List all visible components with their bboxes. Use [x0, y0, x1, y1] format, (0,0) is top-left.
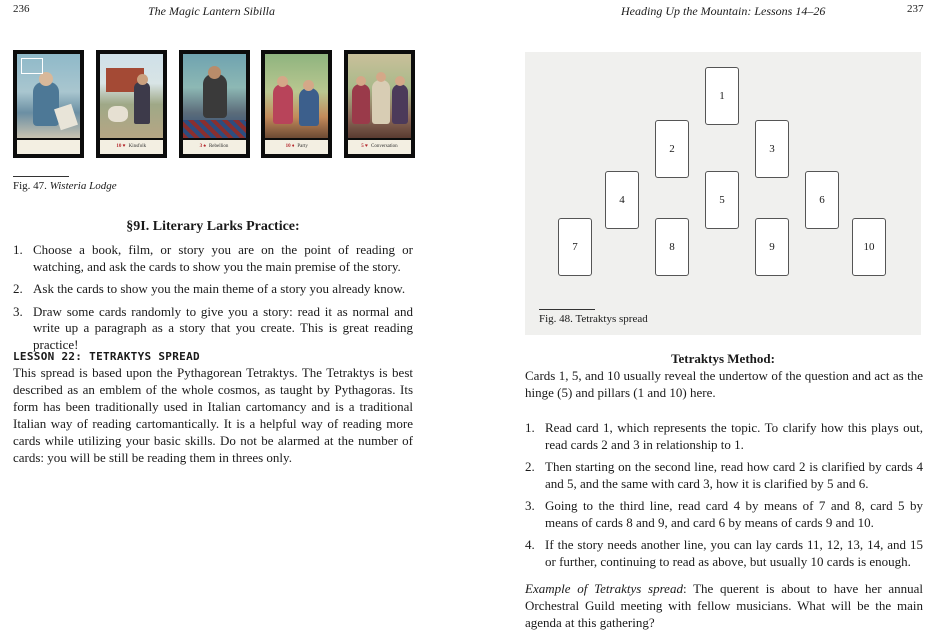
spread-position: 3	[755, 120, 789, 178]
caption-rule	[539, 309, 595, 310]
tarot-card	[344, 50, 415, 158]
tarot-card	[179, 50, 250, 158]
spread-position: 2	[655, 120, 689, 178]
card-caption: 10 ♥ Kinsfolk	[100, 140, 163, 154]
list-item: 2. Then starting on the second line, read how card 2 is clarified by cards 4 and 5, and the same with card 3, how it is clarified by 5 and 6.	[525, 459, 923, 491]
spread-position: 4	[605, 171, 639, 229]
practice-list	[13, 242, 413, 359]
figure-caption: Fig. 48. Tetraktys spread	[539, 313, 648, 325]
card-illustration	[100, 54, 163, 138]
card-caption: 5 ♥ Conversation	[348, 140, 411, 154]
method-steps	[525, 420, 923, 576]
card-illustration	[17, 54, 80, 138]
list-item: 2. Ask the cards to show you the main theme of a story you already know.	[13, 281, 406, 296]
card-caption: 10 ♦ Party	[265, 140, 328, 154]
section-title: §9I. Literary Larks Practice:	[126, 219, 300, 234]
page-number: 237	[907, 3, 924, 15]
card-caption: 3 ♠ Rebellion	[183, 140, 246, 154]
lesson-paragraph: This spread is based upon the Pythagorean Tetraktys. The Tetraktys is best described as an emblem of the whole cosmos, as taught by Pythagoras. Its form has been traditionally used in Italian cartomancy and is a traditional Italian way of reading cartomantically. It is a helpful way of reading more cards while utilizing your basic skills. Do not be alarmed at the number of cards: you will be still be reading them in threes only.	[13, 365, 413, 465]
lesson-heading: LESSON 22: TETRAKTYS SPREAD	[13, 350, 200, 363]
card-illustration	[348, 54, 411, 138]
method-title: Tetraktys Method:	[671, 351, 775, 366]
card-caption	[17, 140, 80, 154]
tetraktys-spread-diagram	[525, 52, 921, 335]
tarot-card	[13, 50, 84, 158]
list-item: 4. If the story needs another line, you can lay cards 11, 12, 13, 14, and 15 or further, continuing to read as above, but usually 10 cards is enough.	[525, 537, 923, 569]
spread-position: 7	[558, 218, 592, 276]
example-paragraph: Example of Tetraktys spread: The querent is about to have her annual Orchestral Guild meeting with fellow musicians. What will be the main agenda at this gathering?	[525, 581, 924, 630]
method-intro: Cards 1, 5, and 10 usually reveal the undertow of the question and act as the hinge (5) and pillars (1 and 10) here.	[525, 368, 923, 400]
list-item: 1. Choose a book, film, or story you are on the point of reading or watching, and ask the cards to show you the main premise of the story.	[13, 242, 413, 274]
tarot-card	[96, 50, 167, 158]
spread-position: 8	[655, 218, 689, 276]
right-page	[469, 0, 938, 635]
spread-position: 5	[705, 171, 739, 229]
page-number: 236	[13, 3, 30, 15]
caption-rule	[13, 176, 69, 177]
list-item: 3. Draw some cards randomly to give you a story: read it as normal and write up a paragraph as a story that you create. This is great reading practice!	[13, 303, 413, 352]
spread-position: 1	[705, 67, 739, 125]
figure-caption: Fig. 47. Wisteria Lodge	[13, 180, 117, 192]
running-header: Heading Up the Mountain: Lessons 14–26	[621, 4, 826, 18]
spread-position: 6	[805, 171, 839, 229]
spread-position: 9	[755, 218, 789, 276]
tarot-card	[261, 50, 332, 158]
card-illustration	[265, 54, 328, 138]
card-illustration	[183, 54, 246, 138]
running-header: The Magic Lantern Sibilla	[148, 4, 275, 18]
list-item: 3. Going to the third line, read card 4 by means of 7 and 8, card 5 by means of cards 8 and 9, and card 6 by means of cards 9 and 10.	[525, 498, 923, 530]
list-item: 1. Read card 1, which represents the topic. To clarify how this plays out, read cards 2 and 3 in relationship to 1.	[525, 420, 923, 452]
figure-card-row	[13, 50, 415, 160]
spread-position: 10	[852, 218, 886, 276]
